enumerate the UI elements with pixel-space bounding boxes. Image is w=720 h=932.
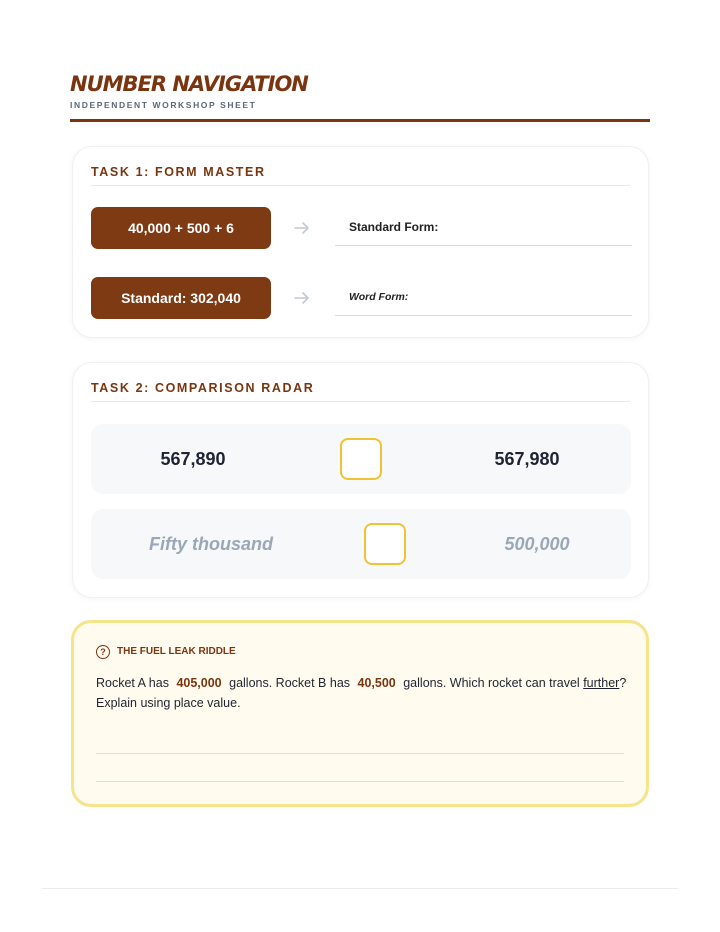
riddle-text-part: Rocket A has	[96, 676, 169, 690]
comparison-right-value: 567,980	[494, 448, 560, 469]
question-circle-icon: ?	[96, 645, 110, 659]
comparison-left-value: 567,890	[160, 448, 226, 469]
standard-form-field[interactable]	[335, 208, 632, 246]
word-form-field[interactable]	[335, 278, 632, 316]
comparison-row	[91, 424, 631, 494]
rocket-b-value: 40,500	[357, 676, 396, 690]
task1-title: TASK 1: FORM MASTER	[91, 165, 266, 179]
comparison-answer-box[interactable]	[340, 438, 382, 480]
comparison-right-value: 500,000	[504, 533, 570, 554]
word-form-label: Word Form:	[349, 290, 409, 303]
standard-form-label: Standard Form:	[349, 219, 439, 234]
riddle-text-part: ? Explain using place value.	[96, 676, 627, 710]
task1-divider	[91, 185, 630, 186]
riddle-text	[96, 673, 636, 713]
rocket-a-value: 405,000	[176, 676, 222, 690]
footer-divider	[42, 888, 678, 889]
comparison-left-value: Fifty thousand	[149, 533, 273, 554]
header-divider	[70, 119, 650, 122]
comparison-row	[91, 509, 631, 579]
arrow-right-icon	[293, 289, 311, 307]
comparison-answer-box[interactable]	[364, 523, 406, 565]
task2-divider	[91, 401, 630, 402]
task1-card	[72, 146, 649, 338]
page-subtitle: INDEPENDENT WORKSHOP SHEET	[70, 100, 257, 110]
answer-line[interactable]	[96, 753, 624, 754]
task2-title: TASK 2: COMPARISON RADAR	[91, 381, 315, 395]
task2-card	[72, 362, 649, 598]
page-title: NUMBER NAVIGATION	[70, 72, 308, 96]
riddle-card	[71, 620, 649, 807]
riddle-text-part: gallons. Which rocket can travel	[403, 676, 580, 690]
answer-line[interactable]	[96, 781, 624, 782]
riddle-text-part: gallons. Rocket B has	[229, 676, 351, 690]
task1-prompt-1: 40,000 + 500 + 6	[91, 207, 271, 249]
worksheet-header	[70, 70, 650, 110]
arrow-right-icon	[293, 219, 311, 237]
task1-prompt-2: Standard: 302,040	[91, 277, 271, 319]
riddle-title: THE FUEL LEAK RIDDLE	[117, 646, 236, 657]
riddle-emphasis: further	[583, 676, 620, 690]
